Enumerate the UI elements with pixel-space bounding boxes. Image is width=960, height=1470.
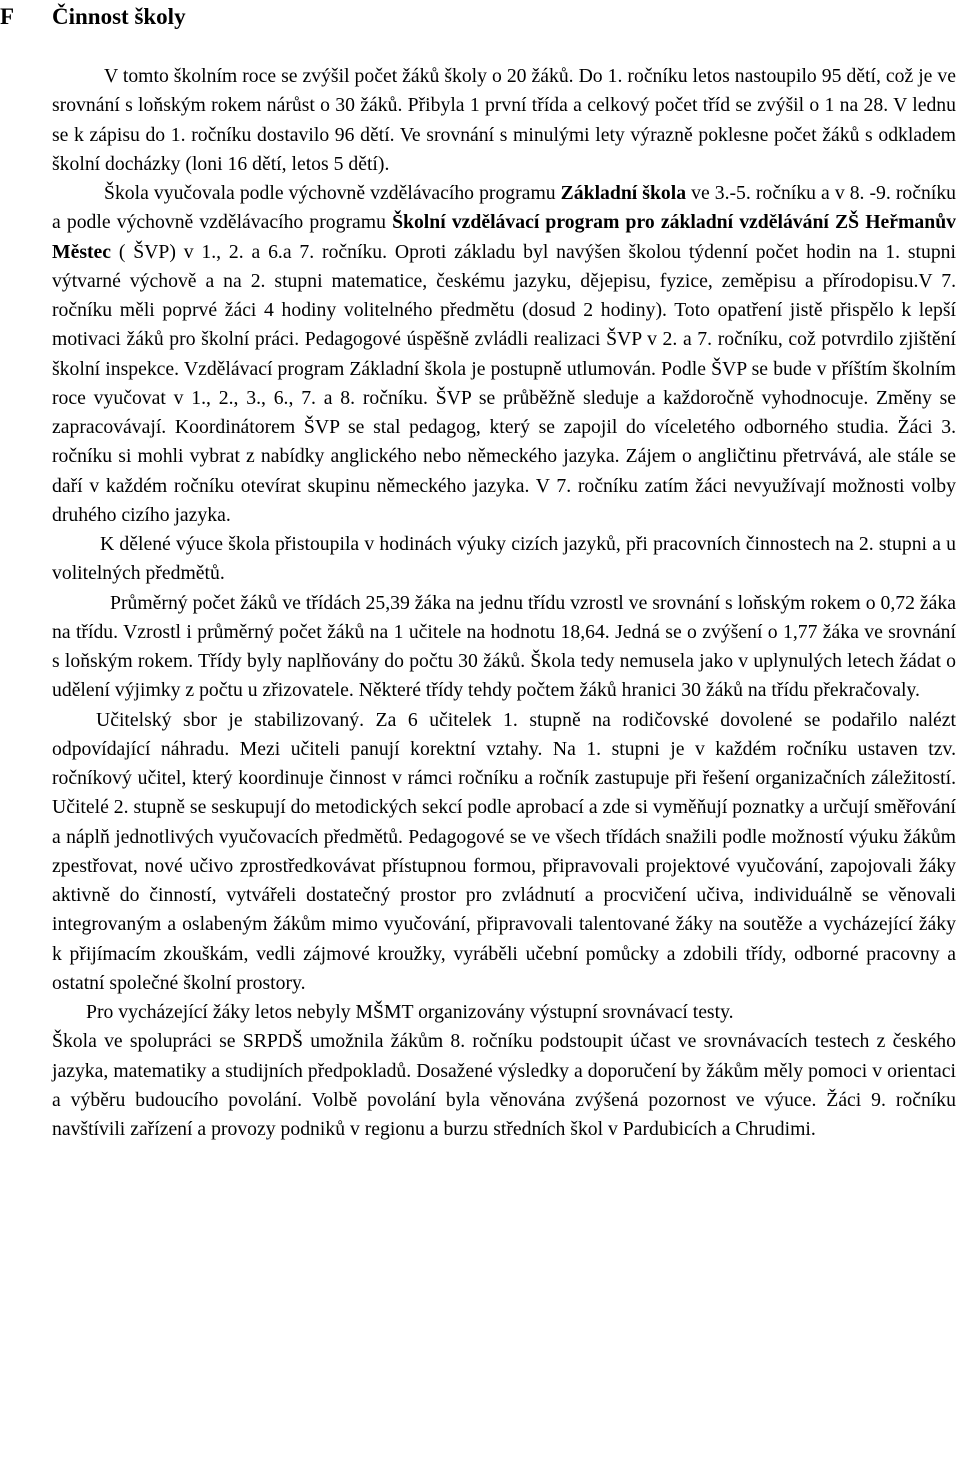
paragraph-educational-programs: Škola vyučovala podle výchovně vzdělávacího programu Základní škola ve 3.-5. ročníku a v 8. -9. ročníku a podle výchovně vzdělávacího programu Školní vzdělávací program pro základní vzdělávání ZŠ Heřmanův Městec ( ŠVP) v 1., 2. a 6.a 7. ročníku. Oproti základu byl navýšen školou týdenní počet hodin na 1. stupni výtvarné výchově a na 2. stupni matematice, českému jazyku, dějepisu, fyzice, zeměpisu a přírodopisu.V 7. ročníku měli poprvé žáci 4 hodiny volitelného předmětu (dosud 2 hodiny). Toto opatření jistě přispělo k lepší motivaci žáků pro školní práci. Pedagogové úspěšně zvládli realizaci ŠVP v 2. a 7. ročníku, což potvrdilo zjištění školní inspekce. Vzdělávací program Základní škola je postupně utlumován. Podle ŠVP se bude v příštím školním roce vyučovat v 1., 2., 3., 6., 7. a 8. ročníku. ŠVP se průběžně sleduje a každoročně vyhodnocuje. Změny se zapracovávají. Koordinátorem ŠVP se stal pedagog, který se zapojil do víceletého odborného studia. Žáci 3. ročníku si mohli vybrat z nabídky anglického nebo německého jazyka. Zájem o angličtinu přetrvává, ale stále se daří v každém ročníku otevírat skupinu německého jazyka. V 7. ročníku zatím žáci nevyužívají možnosti volby druhého cizího jazyka. bbox=[52, 182, 957, 526]
paragraph-class-sizes: Průměrný počet žáků ve třídách 25,39 žáka na jednu třídu vzrostl ve srovnání s loňským rokem o 0,72 žáka na třídu. Vzrostl i průměrný počet žáků na 1 učitele na hodnotu 18,64. Jedná se o zvýšení o 1,77 žáka ve srovnání s loňským rokem. Třídy byly naplňovány do počtu 30 žáků. Škola tedy nemusela jako v uplynulých letech žádat o udělení výjimky z počtu u zřizovatele. Některé třídy tehdy počtem žáků hranici 30 žáků na třídu překračovaly. bbox=[52, 591, 956, 702]
document-body bbox=[52, 62, 956, 1144]
paragraph-comparative-tests: Škola ve spolupráci se SRPDŠ umožnila žákům 8. ročníku podstoupit účast ve srovnávacích testech z českého jazyka, matematiky a studijních předpokladů. Dosažené výsledky a doporučení by žákům měly pomoci v orientaci a výběru budoucího povolání. Volbě povolání byla věnována zvýšená pozornost ve výuce. Žáci 9. ročníku navštívili zařízení a provozy podniků v regionu a burzu středních škol v Pardubicích a Chrudimi. bbox=[52, 1030, 956, 1140]
section-letter: F bbox=[0, 4, 15, 29]
paragraph-pupil-numbers: V tomto školním roce se zvýšil počet žáků školy o 20 žáků. Do 1. ročníku letos nastoupilo 95 dětí, což je ve srovnání s loňským rokem nárůst o 30 žáků. Přibyla 1 první třída a celkový počet tříd se zvýšil o 1 na 28. V lednu se k zápisu do 1. ročníku dostavilo 96 dětí. Ve srovnání s minulými lety výrazně poklesne počet žáků s odkladem školní docházky (loni 16 dětí, letos 5 dětí). bbox=[52, 65, 956, 175]
paragraph-leaving-pupils: Pro vycházející žáky letos nebyly MŠMT organizovány výstupní srovnávací testy. bbox=[86, 1001, 734, 1023]
section-heading bbox=[0, 2, 186, 32]
paragraph-divided-lessons: K dělené výuce škola přistoupila v hodinách výuky cizích jazyků, při pracovních činnostech na 2. stupni a u volitelných předmětů. bbox=[52, 533, 956, 585]
program-name-zakladni-skola: Základní škola bbox=[560, 182, 687, 204]
program-name-svp: Školní vzdělávací program pro základní vzdělávání ZŠ Heřmanův Městec bbox=[52, 211, 957, 263]
section-title: Činnost školy bbox=[52, 4, 186, 29]
paragraph-teaching-staff: Učitelský sbor je stabilizovaný. Za 6 učitelek 1. stupně na rodičovské dovolené se podařilo nalézt odpovídající náhradu. Mezi učiteli panují korektní vztahy. Na 1. stupni je v každém ročníku ustaven tzv. ročníkový učitel, který koordinuje činnost v rámci ročníku a ročník zastupuje při řešení organizačních záležitostí. Učitelé 2. stupně se seskupují do metodických sekcí podle aprobací a zde si vyměňují poznatky a určují směřování a náplň jednotlivých vyučovacích předmětů. Pedagogové se ve všech třídách snažili podle možností výuku žákům zpestřovat, nové učivo zprostředkovávat přístupnou formou, připravovali projektové vyučování, zapojovali žáky aktivně do činností, vytvářeli dostatečný prostor pro zvládnutí a procvičení učiva, individuálně se věnovali integrovaným a oslabeným žákům mimo vyučování, připravovali talentované žáky na soutěže a vycházející žáky k přijímacím zkouškám, vedli zájmové kroužky, vyráběli učební pomůcky a zdobili třídy, odborné pracovny a ostatní společné školní prostory. bbox=[52, 708, 956, 994]
